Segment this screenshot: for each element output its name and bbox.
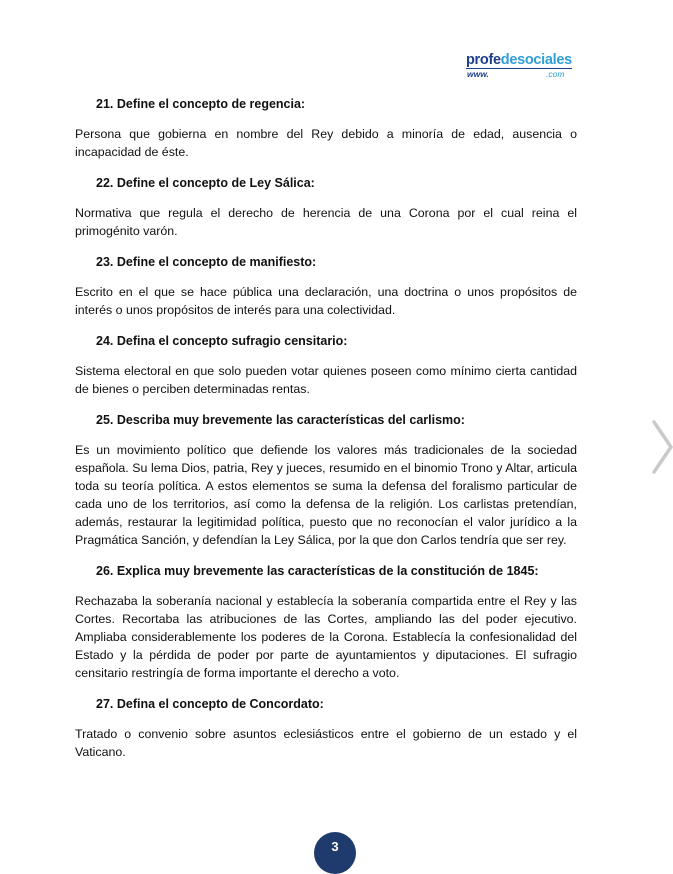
document-body <box>75 95 577 774</box>
logo-part-desociales: desociales <box>500 52 572 68</box>
question-heading: 21. Define el concepto de regencia: <box>96 97 306 111</box>
answer-paragraph: Normativa que regula el derecho de herencia de una Corona por el cual reina el primogénito varón. <box>75 206 577 238</box>
profedesociales-logo <box>466 52 576 84</box>
answer-paragraph: Es un movimiento político que defiende los valores más tradicionales de la sociedad española. Su lema Dios, patria, Rey y jueces, resumido en el binomio Trono y Altar, articula toda su teoría política. A estos elementos se suma la defensa del foralismo particular de cada uno de los territorios, así como la defensa de la religión. Los carlistas pretendían, además, restaurar la legitimidad política, puesto que no reconocían el valor jurídico a la Pragmática Sanción, y defendían la Ley Sálica, por la que don Carlos tendría que ser rey. <box>75 443 577 547</box>
logo-part-profe: profe <box>466 52 501 68</box>
qa-item-26 <box>75 562 577 682</box>
question-heading: 27. Defina el concepto de Concordato: <box>96 697 324 711</box>
answer-paragraph: Rechazaba la soberanía nacional y establecía la soberanía compartida entre el Rey y las Cortes. Recortaba las atribuciones de las Cortes, ampliando las del poder ejecutivo. Ampliaba considerablemente los poderes de la Corona. Establecía la confesionalidad del Estado y la pérdida de poder por parte de ayuntamientos y diputaciones. El sufragio censitario restringía de forma importante el derecho a voto. <box>75 594 577 680</box>
qa-item-24 <box>75 332 577 398</box>
answer-paragraph: Persona que gobierna en nombre del Rey debido a minoría de edad, ausencia o incapacidad de éste. <box>75 127 577 159</box>
answer-paragraph: Sistema electoral en que solo pueden votar quienes poseen como mínimo cierta cantidad de bienes o perciben determinadas rentas. <box>75 364 577 396</box>
logo-www: www. <box>467 69 489 79</box>
chevron-right-icon <box>650 418 673 476</box>
answer-paragraph: Tratado o convenio sobre asuntos eclesiásticos entre el gobierno de un estado y el Vaticano. <box>75 727 577 759</box>
question-heading: 22. Define el concepto de Ley Sálica: <box>96 176 315 190</box>
qa-item-22 <box>75 174 577 240</box>
question-heading: 23. Define el concepto de manifiesto: <box>96 255 317 269</box>
next-page-button[interactable] <box>650 418 673 476</box>
question-heading: 26. Explica muy brevemente las características de la constitución de 1845: <box>96 564 539 578</box>
qa-item-21 <box>75 95 577 161</box>
qa-item-23 <box>75 253 577 319</box>
question-heading: 25. Describa muy brevemente las características del carlismo: <box>96 413 465 427</box>
qa-item-25 <box>75 411 577 549</box>
page-number-badge: 3 <box>314 832 356 874</box>
question-heading: 24. Defina el concepto sufragio censitario: <box>96 334 348 348</box>
logo-wordmark <box>466 52 572 68</box>
answer-paragraph: Escrito en el que se hace pública una declaración, una doctrina o unos propósitos de interés o unos propósitos de interés para una colectividad. <box>75 285 577 317</box>
qa-item-27 <box>75 695 577 761</box>
logo-com: .com <box>546 69 565 79</box>
